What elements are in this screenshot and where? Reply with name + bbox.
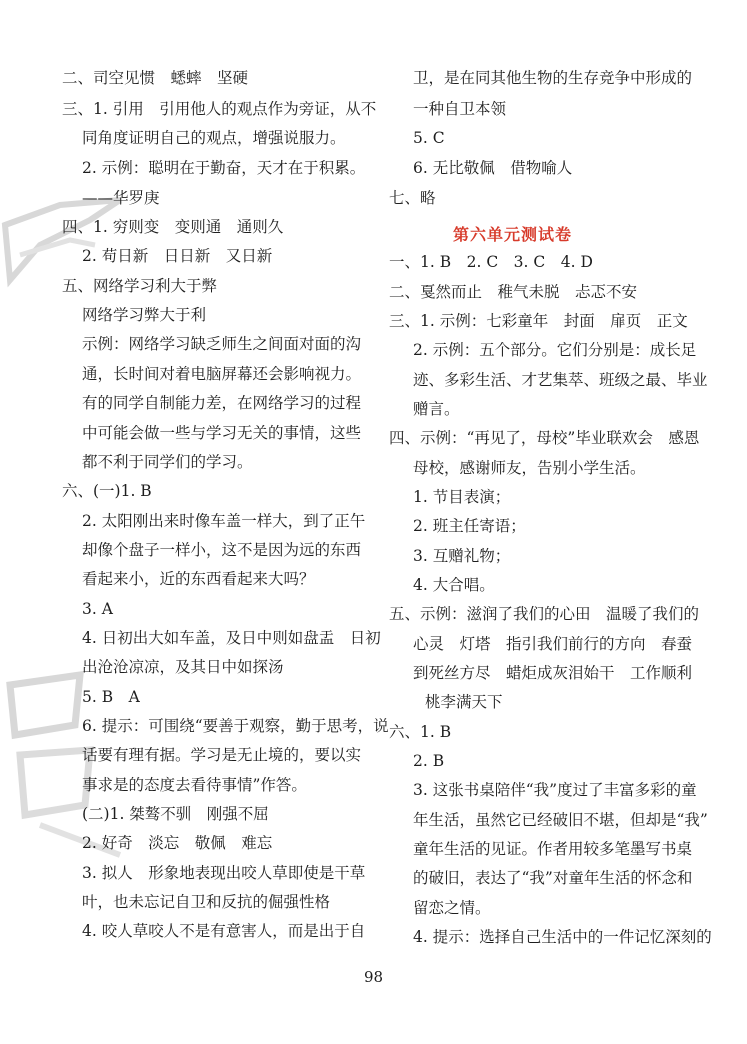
answer-line: 三、1. 引用 引用他人的观点作为旁证，从不 [62,100,377,118]
answer-line: 二、司空见惯 蟋蟀 坚硬 [62,69,249,87]
answer-line: 3. 互赠礼物； [413,547,511,565]
answer-line: ——华罗庚 [82,189,160,207]
answer-line: 3. 这张书桌陪伴“我”度过了丰富多彩的童 [413,781,697,799]
answer-line: (二)1. 桀骜不驯 刚强不屈 [82,805,269,823]
answer-line: 有的同学自制能力差，在网络学习的过程 [82,394,362,412]
answer-line: 一种自卫本领 [413,100,507,118]
answer-line: 卫，是在同其他生物的生存竞争中形成的 [413,69,693,87]
answer-line: 六、(一)1. B [62,482,152,500]
answer-line: 事求是的态度去看待事情”作答。 [82,776,307,794]
answer-line: 桃李满天下 [425,693,503,711]
answer-line: 四、1. 穷则变 变则通 通则久 [62,218,284,236]
answer-line: 通，长时间对着电脑屏幕还会影响视力。 [82,365,362,383]
answer-line: 网络学习弊大于利 [82,306,207,324]
answer-line: 2. 示例：聪明在于勤奋，天才在于积累。 [82,159,366,177]
answer-line: 2. 好奇 淡忘 敬佩 难忘 [82,834,273,852]
answer-line: 出沧沧凉凉，及其日中如探汤 [82,658,284,676]
answer-line: 4. 提示：选择自己生活中的一件记忆深刻的 [413,928,712,946]
answer-line: 2. B [413,752,445,770]
answer-line: 童年生活的见证。作者用较多笔墨写书桌 [413,840,693,858]
answer-line: 的破旧，表达了“我”对童年生活的怀念和 [413,869,693,887]
answer-line: 2. 示例：五个部分。它们分别是：成长足 [413,341,697,359]
answer-line: 4. 大合唱。 [413,576,495,594]
answer-line: 母校，感谢师友，告别小学生活。 [413,459,646,477]
answer-line: 3. 拟人 形象地表现出咬人草即使是干草 [82,864,366,882]
answer-line: 留恋之情。 [413,899,491,917]
answer-line: 2. 太阳刚出来时像车盖一样大，到了正午 [82,512,366,530]
answer-line: 6. 提示：可围绕“要善于观察，勤于思考，说 [82,717,389,735]
answer-line: 五、网络学习利大于弊 [62,277,218,295]
answer-line: 叶，也未忘记自卫和反抗的倔强性格 [82,893,331,911]
answer-line: 5. C [413,129,445,147]
answer-line: 话要有理有据。学习是无止境的，要以实 [82,746,362,764]
answer-line: 都不利于同学们的学习。 [82,453,253,471]
answer-line: 示例：网络学习缺乏师生之间面对面的沟 [82,335,362,353]
answer-line: 却像个盘子一样小，这不是因为远的东西 [82,541,362,559]
answer-line: 一、1. B 2. C 3. C 4. D [389,253,593,271]
answer-line: 二、戛然而止 稚气未脱 忐忑不安 [389,283,638,301]
answer-line: 4. 咬人草咬人不是有意害人，而是出于自 [82,922,366,940]
answer-line: 6. 无比敬佩 借物喻人 [413,159,573,177]
page-number: 98 [363,968,384,986]
answer-line: 到死丝方尽 蜡炬成灰泪始干 工作顺利 [413,664,693,682]
answer-line: 赠言。 [413,400,460,418]
answer-line: 3. A [82,600,113,618]
answer-line: 心灵 灯塔 指引我们前行的方向 春蚕 [413,635,693,653]
answer-line: 5. B A [82,688,140,706]
answer-line: 年生活，虽然它已经破旧不堪，但却是“我” [413,811,708,829]
answer-line: 五、示例：滋润了我们的心田 温暖了我们的 [389,605,700,623]
answer-line: 看起来小，近的东西看起来大吗？ [82,570,315,588]
section-title: 第六单元测试卷 [453,225,573,244]
answer-line: 三、1. 示例：七彩童年 封面 扉页 正文 [389,312,688,330]
answer-line: 2. 班主任寄语； [413,517,526,535]
answer-line: 迹、多彩生活、才艺集萃、班级之最、毕业 [413,371,708,389]
answer-line: 4. 日初出大如车盖，及日中则如盘盂 日初 [82,629,381,647]
answer-line: 1. 节目表演； [413,488,511,506]
answer-line: 中可能会做一些与学习无关的事情，这些 [82,424,362,442]
answer-line: 六、1. B [389,723,452,741]
answer-line: 2. 苟日新 日日新 又日新 [82,247,273,265]
answer-line: 同角度证明自己的观点，增强说服力。 [82,129,346,147]
answer-line: 七、略 [389,189,436,207]
answer-line: 四、示例：“再见了，母校”毕业联欢会 感恩 [389,429,700,447]
